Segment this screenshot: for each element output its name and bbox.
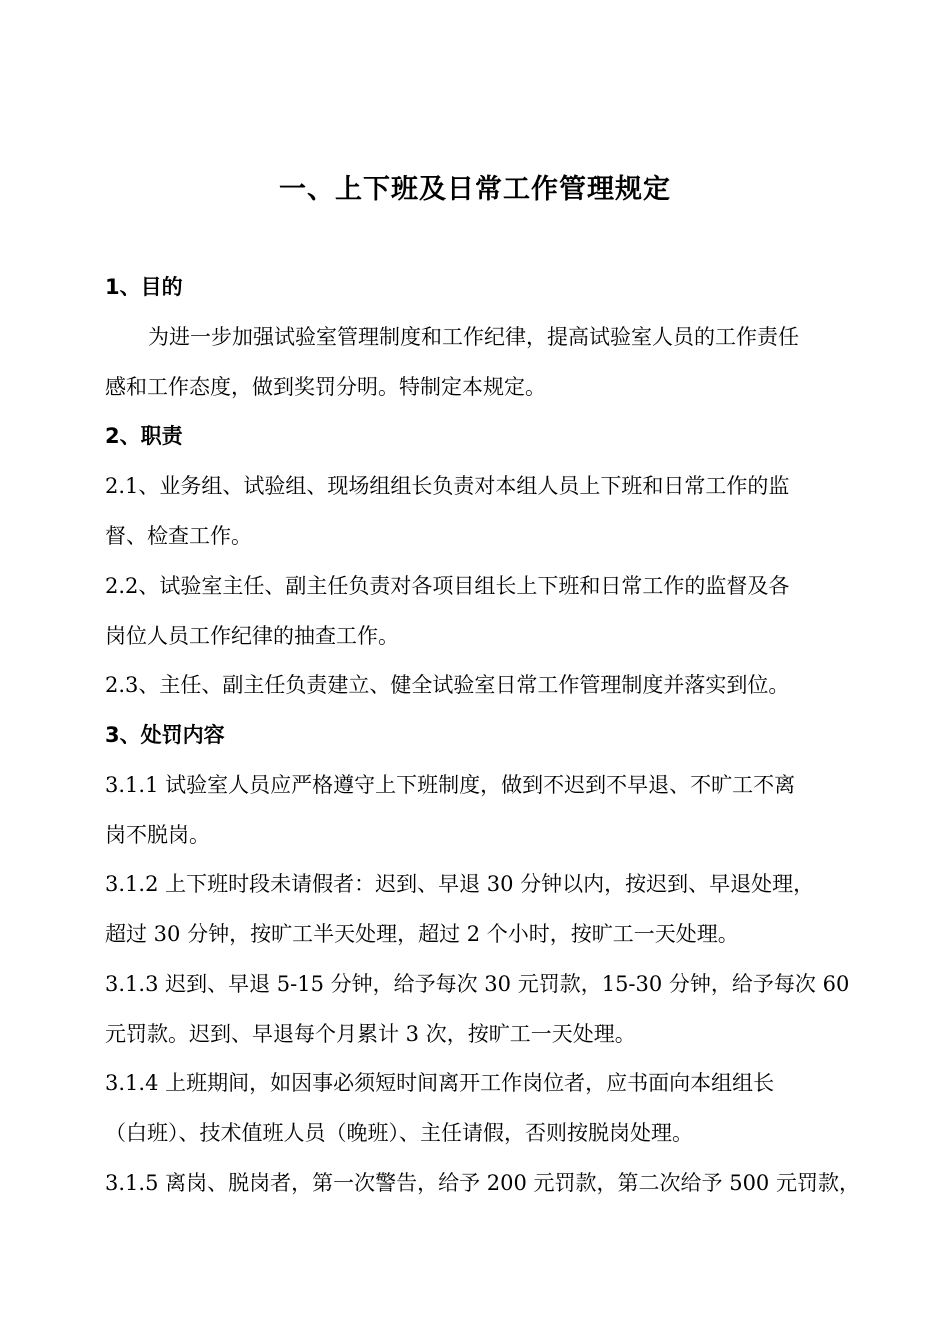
paragraph-line: 3.1.4 上班期间，如因事必须短时间离开工作岗位者，应书面向本组组长 (105, 1071, 775, 1095)
paragraph-line: 2.3、主任、副主任负责建立、健全试验室日常工作管理制度并落实到位。 (105, 673, 790, 697)
section-heading-purpose: 1、目的 (105, 275, 183, 299)
paragraph-line: 超过 30 分钟，按旷工半天处理，超过 2 个小时，按旷工一天处理。 (105, 922, 739, 946)
paragraph-line: 2.1、业务组、试验组、现场组组长负责对本组人员上下班和日常工作的监 (105, 474, 790, 498)
paragraph-line: 3.1.1 试验室人员应严格遵守上下班制度，做到不迟到不早退、不旷工不离 (105, 773, 796, 797)
paragraph-line: 为进一步加强试验室管理制度和工作纪律，提高试验室人员的工作责任 (148, 325, 799, 349)
section-heading-penalties: 3、处罚内容 (105, 723, 225, 747)
section-heading-duties: 2、职责 (105, 424, 183, 448)
paragraph-line: 岗位人员工作纪律的抽查工作。 (105, 624, 399, 648)
page-title: 一、上下班及日常工作管理规定 (279, 174, 671, 205)
paragraph-line: （白班）、技术值班人员（晚班）、主任请假，否则按脱岗处理。 (105, 1121, 693, 1145)
paragraph-line: 3.1.3 迟到、早退 5-15 分钟，给予每次 30 元罚款，15-30 分钟，给予每次 60 (105, 972, 850, 996)
paragraph-line: 岗不脱岗。 (105, 823, 210, 847)
paragraph-line: 感和工作态度，做到奖罚分明。特制定本规定。 (105, 375, 546, 399)
paragraph-line: 3.1.2 上下班时段未请假者：迟到、早退 30 分钟以内，按迟到、早退处理， (105, 872, 815, 896)
paragraph-line: 2.2、试验室主任、副主任负责对各项目组长上下班和日常工作的监督及各 (105, 574, 790, 598)
paragraph-line: 3.1.5 离岗、脱岗者，第一次警告，给予 200 元罚款，第二次给予 500 元罚款， (105, 1171, 860, 1195)
paragraph-line: 元罚款。迟到、早退每个月累计 3 次，按旷工一天处理。 (105, 1022, 636, 1046)
paragraph-line: 督、检查工作。 (105, 524, 252, 548)
